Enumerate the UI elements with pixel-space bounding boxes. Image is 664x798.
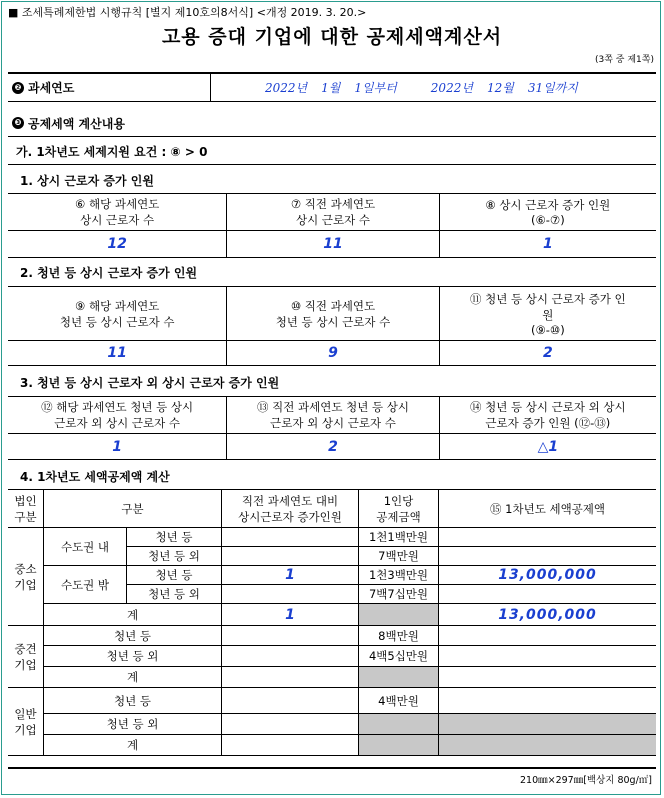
sec1-v3[interactable]: 1 [439,231,656,258]
sme-out-other-credit[interactable] [439,585,657,604]
sec2-v3[interactable]: 2 [439,341,656,366]
credit-section-heading [8,114,656,132]
sme-out-youth-credit[interactable]: 13,000,000 [439,566,657,585]
sec2-title: 2. 청년 등 상시 근로자 증가 인원 [20,265,198,280]
part-a-title: 가. 1차년도 세제지원 요건 : ⑧ > 0 [16,144,208,159]
form-reference-note: ■ 조세특례제한법 시행규칙 [별지 제10호의8서식] <개정 2019. 3. 20.> [8,6,367,19]
metro-out-label: 수도권 밖 [44,566,127,604]
sme-in-other-credit[interactable] [439,547,657,566]
gen-other-unit [359,714,439,735]
gen-other-label: 청년 등 외 [44,714,222,735]
sec4-col-corp: 법인 구분 [8,490,44,528]
divider [8,164,656,165]
mid-youth-credit[interactable] [439,626,657,646]
tax-year-period[interactable] [211,74,656,101]
sme-total-label: 계 [44,604,222,626]
mid-youth-label: 청년 등 [44,626,222,646]
sec1-v1[interactable]: 12 [8,231,227,258]
sec2-v1[interactable]: 11 [8,341,227,366]
mid-youth-unit: 8백만원 [359,626,439,646]
sec2-h1: ⑨ 해당 과세연도 청년 등 상시 근로자 수 [8,287,227,341]
sme-total-unit [359,604,439,626]
sme-in-youth-unit: 1천1백만원 [359,528,439,547]
sec1-table [8,193,656,258]
from-year: 2022년 [265,81,308,95]
gen-total-credit [439,735,657,756]
sme-out-other-increase[interactable] [222,585,359,604]
sme-out-youth-unit: 1천3백만원 [359,566,439,585]
sec3-h2: ⑬ 직전 과세연도 청년 등 상시 근로자 외 상시 근로자 수 [227,397,439,434]
sec4-table [8,489,656,756]
sec4-col-unit-amount: 1인당 공제금액 [359,490,439,528]
gen-label: 일반 기업 [8,688,44,756]
mid-label: 중견 기업 [8,626,44,688]
section-3-number-icon: ❸ [12,117,24,129]
sec3-v2[interactable]: 2 [227,434,439,460]
mid-total-unit [359,667,439,688]
sme-out-youth-increase[interactable]: 1 [222,566,359,585]
gen-youth-credit[interactable] [439,688,657,714]
tax-year-label: 과세연도 [28,81,75,95]
from-month: 1월 [321,81,341,95]
sme-in-youth-increase[interactable] [222,528,359,547]
sme-total-increase[interactable]: 1 [222,604,359,626]
credit-section-label: 공제세액 계산내용 [28,116,125,131]
sec2-h3: ⑪ 청년 등 상시 근로자 증가 인 원 (⑨-⑩) [439,287,656,341]
sme-in-other-label: 청년 등 외 [127,547,222,566]
gen-youth-label: 청년 등 [44,688,222,714]
mid-total-increase[interactable] [222,667,359,688]
section-2-number-icon: ❷ [12,82,24,94]
sec2-h2: ⑩ 직전 과세연도 청년 등 상시 근로자 수 [227,287,439,341]
gen-total-label: 계 [44,735,222,756]
sme-out-youth-label: 청년 등 [127,566,222,585]
sec1-v2[interactable]: 11 [227,231,439,258]
mid-other-increase[interactable] [222,646,359,667]
mid-total-label: 계 [44,667,222,688]
sec3-h3: ⑭ 청년 등 상시 근로자 외 상시 근로자 증가 인원 (⑫-⑬) [439,397,656,434]
sme-total-credit[interactable]: 13,000,000 [439,604,657,626]
mid-other-credit[interactable] [439,646,657,667]
mid-other-unit: 4백5십만원 [359,646,439,667]
sec3-h1: ⑫ 해당 과세연도 청년 등 상시 근로자 외 상시 근로자 수 [8,397,227,434]
sec1-h1: ⑥ 해당 과세연도 상시 근로자 수 [8,194,227,231]
gen-total-increase[interactable] [222,735,359,756]
sme-in-youth-credit[interactable] [439,528,657,547]
divider [8,136,656,137]
metro-in-label: 수도권 내 [44,528,127,566]
sec4-col-type: 구분 [44,490,222,528]
mid-total-credit[interactable] [439,667,657,688]
form-title: 고용 증대 기업에 대한 공제세액계산서 [161,26,503,48]
sec2-v2[interactable]: 9 [227,341,439,366]
bottom-rule [8,767,656,769]
paper-size-note: 210㎜×297㎜[백상지 80g/㎡] [519,775,652,786]
gen-other-credit [439,714,657,735]
gen-other-increase[interactable] [222,714,359,735]
mid-youth-increase[interactable] [222,626,359,646]
sme-in-other-unit: 7백만원 [359,547,439,566]
sec1-title: 1. 상시 근로자 증가 인원 [20,173,154,188]
from-day: 1일부터 [354,81,397,95]
sec3-v3[interactable]: △1 [439,434,656,460]
sme-in-other-increase[interactable] [222,547,359,566]
sec3-table [8,396,656,460]
sec2-table [8,286,656,366]
sec4-col-credit: ⑮ 1차년도 세액공제액 [439,490,657,528]
gen-youth-increase[interactable] [222,688,359,714]
sme-out-other-label: 청년 등 외 [127,585,222,604]
sme-in-youth-label: 청년 등 [127,528,222,547]
sec1-h3: ⑧ 상시 근로자 증가 인원 (⑥-⑦) [439,194,656,231]
mid-other-label: 청년 등 외 [44,646,222,667]
sme-out-other-unit: 7백7십만원 [359,585,439,604]
sec3-v1[interactable]: 1 [8,434,227,460]
sme-label: 중소 기업 [8,528,44,626]
to-year: 2022년 [430,81,473,95]
to-day: 31일까지 [527,81,578,95]
gen-youth-unit: 4백만원 [359,688,439,714]
sec4-title: 4. 1차년도 세액공제액 계산 [20,469,170,484]
tax-year-label-cell [8,74,211,101]
gen-total-unit [359,735,439,756]
sec4-col-increase: 직전 과세연도 대비 상시근로자 증가인원 [222,490,359,528]
sec3-title: 3. 청년 등 상시 근로자 외 상시 근로자 증가 인원 [20,375,280,390]
page-number: (3쪽 중 제1쪽) [595,55,654,65]
sec1-h2: ⑦ 직전 과세연도 상시 근로자 수 [227,194,439,231]
tax-year-row [8,72,656,102]
to-month: 12월 [486,81,514,95]
